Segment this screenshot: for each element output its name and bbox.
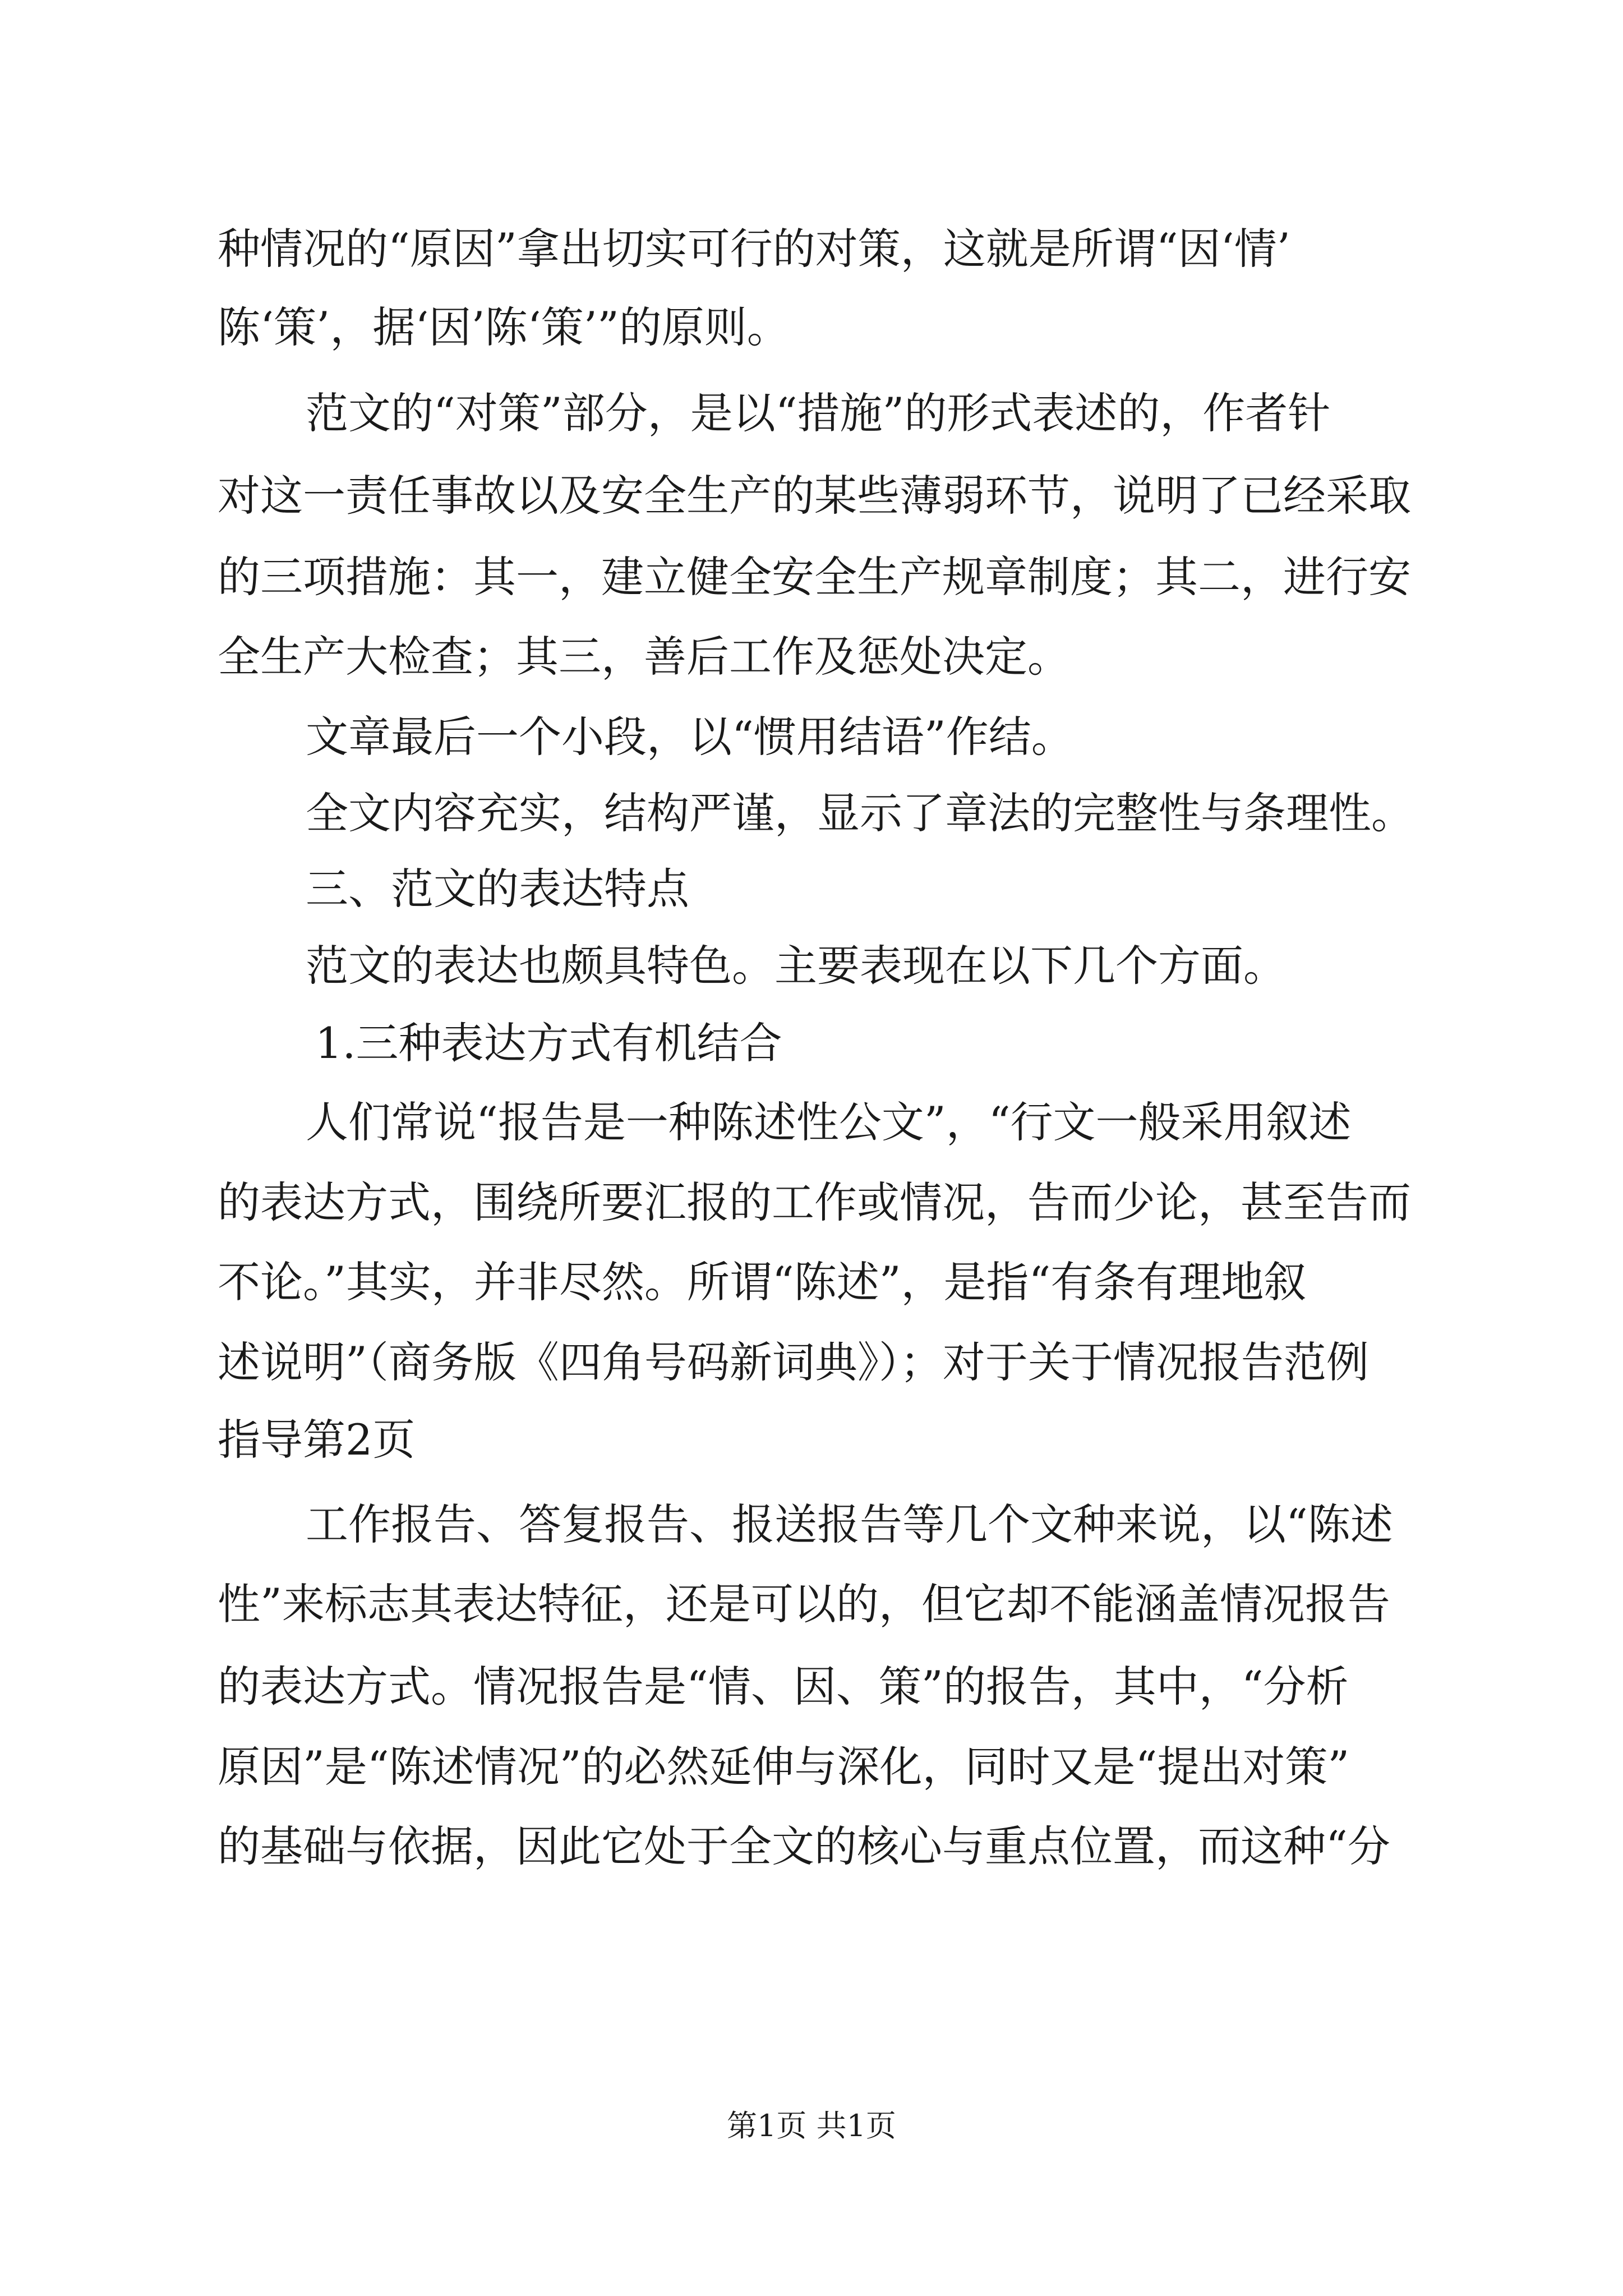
text-line: 全文内容充实，结构严谨，显示了章法的完整性与条理性。 — [306, 788, 1414, 838]
text-line: 文章最后一个小段，以“惯用结语”作结。 — [306, 712, 1074, 762]
text-line: 的基础与依据，因此它处于全文的核心与重点位置，而这种“分 — [218, 1821, 1390, 1871]
text-line: 全生产大检查；其三，善后工作及惩处决定。 — [218, 632, 1070, 682]
text-line: 工作报告、答复报告、报送报告等几个文种来说，以“陈述 — [306, 1499, 1393, 1549]
text-line: 不论。”其实，并非尽然。所谓“陈述”，是指“有条有理地叙 — [218, 1257, 1307, 1307]
text-line: 的表达方式，围绕所要汇报的工作或情况，告而少论，甚至告而 — [218, 1177, 1411, 1227]
page-number-footer: 第1页 共1页 — [727, 2108, 896, 2143]
text-line: 述说明”（商务版《四角号码新词典》）；对于关于情况报告范例 — [218, 1337, 1369, 1387]
text-line: 范文的“对策”部分，是以“措施”的形式表述的，作者针 — [306, 388, 1331, 438]
text-line: 指导第2页 — [218, 1415, 416, 1465]
text-line: 原因”是“陈述情况”的必然延伸与深化，同时又是“提出对策” — [218, 1742, 1350, 1792]
text-line: 性”来标志其表达特征，还是可以的，但它却不能涵盖情况报告 — [218, 1579, 1390, 1629]
text-line: 对这一责任事故以及安全生产的某些薄弱环节，说明了已经采取 — [218, 471, 1411, 521]
subsection-heading: 1.三种表达方式有机结合 — [315, 1018, 782, 1068]
text-line: 陈‘策’，据‘因’陈‘策’”的原则。 — [218, 302, 790, 352]
text-line: 人们常说“报告是一种陈述性公文”，“行文一般采用叙述 — [306, 1097, 1352, 1147]
text-line: 种情况的“原因”拿出切实可行的对策，这就是所谓“因‘情’ — [218, 224, 1290, 274]
text-line: 范文的表达也颇具特色。主要表现在以下几个方面。 — [306, 941, 1286, 991]
text-line: 的三项措施：其一，建立健全安全生产规章制度；其二，进行安 — [218, 552, 1411, 602]
section-heading: 三、范文的表达特点 — [306, 864, 689, 914]
text-line: 的表达方式。情况报告是“情、因、策”的报告，其中，“分析 — [218, 1662, 1349, 1711]
